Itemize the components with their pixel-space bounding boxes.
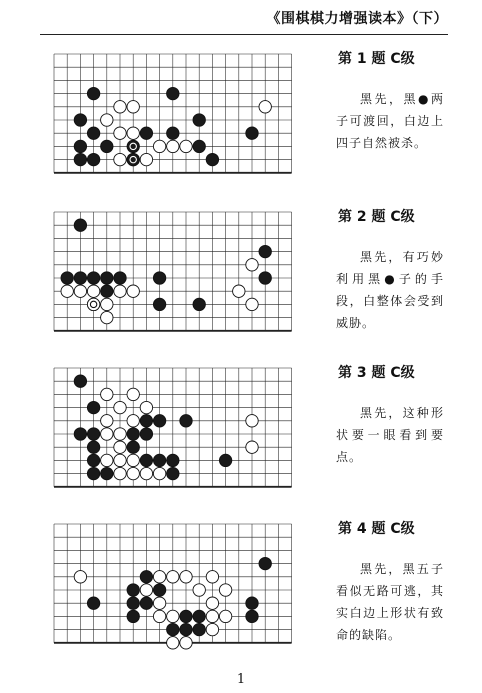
white-stone — [74, 571, 86, 583]
white-stone — [153, 467, 165, 479]
go-board-problem-2 — [48, 206, 298, 341]
white-stone — [127, 127, 139, 139]
black-stone — [259, 272, 271, 284]
black-stone — [74, 140, 86, 152]
white-stone — [114, 428, 126, 440]
black-stone — [87, 153, 99, 165]
white-stone — [127, 285, 139, 297]
problem-description — [336, 246, 444, 334]
black-stone — [140, 597, 152, 609]
white-stone — [167, 140, 179, 152]
white-stone — [101, 428, 113, 440]
problem-description — [336, 558, 444, 646]
black-stone — [87, 127, 99, 139]
desc-text-a: 黑先，黑 — [360, 92, 418, 106]
black-stone — [153, 415, 165, 427]
black-stone — [87, 454, 99, 466]
white-stone — [167, 610, 179, 622]
white-stone — [127, 388, 139, 400]
white-stone-marked — [87, 298, 99, 310]
black-stone — [61, 272, 73, 284]
black-stone — [153, 454, 165, 466]
white-stone — [140, 467, 152, 479]
white-stone — [114, 127, 126, 139]
black-stone — [140, 127, 152, 139]
black-stone — [87, 428, 99, 440]
black-stone — [74, 114, 86, 126]
desc-text-a: 黑先，有巧妙利用黑 — [336, 250, 444, 286]
black-stone-glyph-icon: ● — [384, 272, 399, 286]
black-stone — [180, 623, 192, 635]
black-stone — [74, 375, 86, 387]
white-stone — [153, 140, 165, 152]
white-stone — [153, 571, 165, 583]
black-stone — [127, 584, 139, 596]
black-stone — [259, 245, 271, 257]
black-stone — [180, 610, 192, 622]
white-stone — [219, 610, 231, 622]
go-board-problem-3 — [48, 362, 298, 497]
problem-title: 第 4 题 C级 — [338, 521, 415, 537]
black-stone — [167, 623, 179, 635]
white-stone — [140, 153, 152, 165]
go-board-problem-4 — [48, 518, 298, 658]
black-stone — [167, 467, 179, 479]
white-stone — [206, 610, 218, 622]
black-stone — [127, 597, 139, 609]
white-stone — [153, 610, 165, 622]
white-stone — [101, 454, 113, 466]
black-stone — [167, 454, 179, 466]
go-board-problem-1 — [48, 48, 298, 183]
page-header — [0, 8, 482, 32]
black-stone — [167, 87, 179, 99]
black-stone — [140, 415, 152, 427]
white-stone — [114, 285, 126, 297]
white-stone — [206, 623, 218, 635]
black-stone-marked — [127, 140, 139, 152]
black-stone — [167, 127, 179, 139]
black-stone — [87, 87, 99, 99]
white-stone — [246, 415, 258, 427]
white-stone — [101, 388, 113, 400]
black-stone — [101, 467, 113, 479]
black-stone — [87, 467, 99, 479]
white-stone — [101, 298, 113, 310]
black-stone — [140, 428, 152, 440]
desc-text-a: 黑先，这种形状要一眼看到要点。 — [336, 406, 444, 464]
white-stone — [233, 285, 245, 297]
black-stone — [153, 584, 165, 596]
black-stone — [87, 597, 99, 609]
white-stone — [246, 298, 258, 310]
white-stone — [114, 467, 126, 479]
problem-description — [336, 402, 444, 468]
desc-text-a: 黑先，黑五子看似无路可逃，其实白边上形状有致命的缺陷。 — [336, 562, 444, 642]
white-stone — [246, 259, 258, 271]
black-stone — [74, 219, 86, 231]
black-stone — [193, 298, 205, 310]
white-stone — [101, 415, 113, 427]
white-stone — [259, 101, 271, 113]
black-stone — [193, 140, 205, 152]
black-stone — [87, 401, 99, 413]
white-stone — [246, 441, 258, 453]
white-stone — [140, 401, 152, 413]
black-stone — [74, 153, 86, 165]
black-stone — [74, 272, 86, 284]
black-stone — [180, 415, 192, 427]
white-stone — [180, 571, 192, 583]
black-stone — [140, 454, 152, 466]
problem-title: 第 2 题 C级 — [338, 209, 415, 225]
white-stone — [101, 311, 113, 323]
problem-title: 第 1 题 C级 — [338, 51, 415, 67]
black-stone — [101, 272, 113, 284]
black-stone — [127, 610, 139, 622]
board-grid — [54, 212, 292, 331]
white-stone — [180, 140, 192, 152]
white-stone — [140, 584, 152, 596]
white-stone — [167, 637, 179, 649]
black-stone-glyph-icon: ● — [418, 92, 431, 106]
book-title: 《围棋棋力增强读本》（下） — [266, 11, 448, 27]
white-stone — [114, 101, 126, 113]
problem-title: 第 3 题 C级 — [338, 365, 415, 381]
black-stone — [127, 441, 139, 453]
white-stone — [219, 584, 231, 596]
black-stone — [246, 610, 258, 622]
black-stone — [246, 597, 258, 609]
black-stone — [206, 153, 218, 165]
desc-text-b: 子的手段，白整体会受到威胁。 — [336, 272, 444, 330]
black-stone — [193, 114, 205, 126]
white-stone — [127, 467, 139, 479]
black-stone — [87, 272, 99, 284]
white-stone — [114, 441, 126, 453]
black-stone — [101, 140, 113, 152]
problem-description — [336, 88, 444, 154]
black-stone — [87, 441, 99, 453]
header-rule — [40, 34, 448, 35]
black-stone — [246, 127, 258, 139]
white-stone — [167, 571, 179, 583]
page-number: 1 — [236, 672, 246, 687]
black-stone — [259, 557, 271, 569]
black-stone — [219, 454, 231, 466]
white-stone — [127, 101, 139, 113]
black-stone — [153, 298, 165, 310]
black-stone — [193, 623, 205, 635]
black-stone — [153, 272, 165, 284]
white-stone — [153, 597, 165, 609]
white-stone — [61, 285, 73, 297]
white-stone — [206, 597, 218, 609]
black-stone — [101, 285, 113, 297]
black-stone — [140, 571, 152, 583]
white-stone — [127, 415, 139, 427]
white-stone — [114, 454, 126, 466]
white-stone — [114, 401, 126, 413]
black-stone-marked — [127, 153, 139, 165]
black-stone — [193, 610, 205, 622]
white-stone — [101, 114, 113, 126]
white-stone — [193, 584, 205, 596]
white-stone — [180, 637, 192, 649]
white-stone — [127, 454, 139, 466]
black-stone — [74, 428, 86, 440]
white-stone — [87, 285, 99, 297]
desc-text-b: 两子可渡回，白边上四子自然被杀。 — [336, 92, 444, 150]
white-stone — [114, 153, 126, 165]
black-stone — [127, 428, 139, 440]
black-stone — [114, 272, 126, 284]
white-stone — [206, 571, 218, 583]
white-stone — [74, 285, 86, 297]
